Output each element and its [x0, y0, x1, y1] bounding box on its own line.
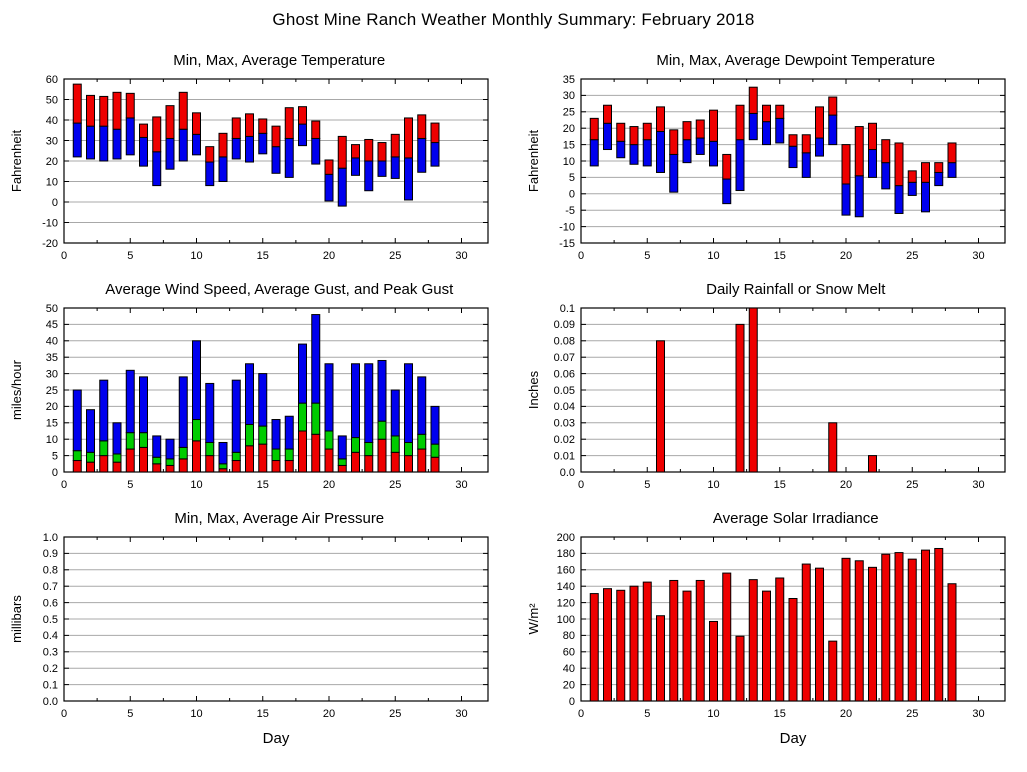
svg-text:20: 20: [839, 708, 852, 720]
svg-text:0: 0: [577, 250, 584, 262]
svg-text:10: 10: [706, 250, 720, 262]
page-title: Ghost Mine Ranch Weather Monthly Summary: February 2018: [272, 10, 755, 29]
svg-text:5: 5: [643, 479, 650, 491]
svg-text:0.04: 0.04: [553, 401, 575, 414]
svg-text:40: 40: [562, 663, 575, 675]
svg-text:0.0: 0.0: [42, 695, 58, 708]
svg-text:0.5: 0.5: [42, 613, 58, 626]
svg-text:40: 40: [45, 114, 58, 127]
svg-text:Inches: Inches: [525, 370, 541, 410]
svg-text:0.9: 0.9: [42, 548, 58, 561]
svg-text:15: 15: [773, 708, 786, 720]
svg-text:35: 35: [45, 352, 58, 364]
svg-text:0: 0: [577, 708, 584, 720]
svg-text:10: 10: [706, 708, 720, 720]
svg-text:30: 30: [45, 135, 58, 148]
svg-text:25: 25: [905, 708, 918, 720]
svg-text:0.09: 0.09: [553, 319, 575, 332]
svg-text:0.06: 0.06: [553, 368, 575, 381]
svg-text:Fahrenheit: Fahrenheit: [525, 129, 541, 193]
svg-text:60: 60: [562, 646, 575, 659]
svg-text:0.0: 0.0: [559, 466, 575, 479]
svg-text:5: 5: [568, 172, 575, 185]
svg-text:25: 25: [389, 708, 402, 720]
svg-text:0: 0: [568, 695, 575, 708]
pressure-chart-canvas: [6, 529, 499, 751]
svg-text:30: 30: [455, 708, 468, 720]
svg-text:20: 20: [562, 679, 575, 692]
svg-text:-10: -10: [42, 217, 58, 230]
pressure-chart-title: Min, Max, Average Air Pressure: [174, 510, 385, 527]
svg-text:10: 10: [45, 434, 58, 446]
svg-text:-10: -10: [558, 221, 575, 234]
svg-text:10: 10: [190, 479, 203, 491]
svg-text:120: 120: [556, 597, 575, 610]
temperature-chart-title: Min, Max, Average Temperature: [173, 52, 386, 69]
rainfall-chart-canvas: [523, 300, 1016, 496]
svg-text:0.1: 0.1: [42, 679, 58, 692]
dewpoint-chart-canvas: [523, 71, 1016, 267]
dewpoint-chart-title: Min, Max, Average Dewpoint Temperature: [656, 52, 936, 69]
temperature-chart-canvas: [6, 71, 499, 267]
svg-text:Day: Day: [779, 730, 806, 747]
svg-text:180: 180: [556, 548, 575, 561]
svg-text:25: 25: [562, 106, 575, 119]
svg-text:0: 0: [60, 708, 68, 720]
svg-text:-5: -5: [564, 205, 575, 217]
rainfall-chart-title: Daily Rainfall or Snow Melt: [706, 281, 886, 298]
svg-text:20: 20: [322, 708, 336, 720]
svg-text:0: 0: [51, 196, 58, 209]
svg-text:25: 25: [389, 479, 402, 491]
svg-text:0: 0: [577, 479, 584, 491]
svg-text:160: 160: [556, 564, 575, 577]
svg-text:0.02: 0.02: [553, 434, 575, 446]
svg-text:miles/hour: miles/hour: [9, 360, 24, 420]
svg-text:15: 15: [773, 479, 786, 491]
svg-text:10: 10: [562, 155, 575, 168]
chart-grid: [0, 48, 1027, 751]
svg-text:20: 20: [839, 250, 852, 262]
svg-text:0.2: 0.2: [42, 663, 58, 675]
solar-panel: [523, 506, 1022, 751]
svg-text:0.1: 0.1: [559, 302, 575, 315]
svg-text:40: 40: [45, 335, 58, 348]
svg-text:20: 20: [322, 479, 336, 491]
svg-text:30: 30: [562, 90, 575, 103]
svg-text:5: 5: [643, 250, 650, 262]
svg-text:25: 25: [389, 250, 402, 262]
svg-text:0.01: 0.01: [553, 450, 575, 463]
svg-text:1.0: 1.0: [42, 531, 58, 544]
svg-text:20: 20: [45, 155, 58, 168]
svg-text:0: 0: [568, 188, 575, 201]
svg-text:5: 5: [643, 708, 650, 720]
svg-text:80: 80: [562, 630, 575, 643]
svg-text:0.8: 0.8: [42, 564, 58, 577]
svg-text:0.4: 0.4: [42, 630, 58, 643]
svg-text:0: 0: [60, 250, 68, 262]
svg-text:5: 5: [127, 708, 134, 720]
svg-text:20: 20: [839, 479, 852, 491]
svg-text:5: 5: [51, 450, 58, 463]
svg-text:25: 25: [905, 250, 918, 262]
svg-text:5: 5: [127, 250, 134, 262]
dewpoint-panel: [523, 48, 1022, 267]
svg-text:30: 30: [971, 250, 985, 262]
svg-text:60: 60: [45, 73, 58, 86]
svg-text:0.3: 0.3: [42, 646, 58, 659]
svg-text:140: 140: [556, 581, 575, 593]
svg-text:30: 30: [45, 368, 58, 381]
svg-text:30: 30: [971, 708, 985, 720]
svg-text:15: 15: [45, 417, 58, 430]
svg-text:15: 15: [256, 708, 269, 720]
svg-text:0.08: 0.08: [553, 335, 575, 348]
svg-text:15: 15: [256, 250, 269, 262]
svg-text:millibars: millibars: [9, 595, 24, 643]
svg-text:30: 30: [971, 479, 985, 491]
svg-text:50: 50: [45, 94, 58, 107]
svg-text:10: 10: [45, 176, 58, 189]
svg-text:-20: -20: [42, 237, 58, 250]
svg-text:W/m²: W/m²: [525, 603, 541, 635]
svg-text:20: 20: [322, 250, 336, 262]
svg-text:-15: -15: [558, 237, 575, 250]
svg-text:100: 100: [556, 613, 575, 626]
svg-text:10: 10: [190, 250, 203, 262]
wind-panel: [6, 277, 505, 496]
svg-text:45: 45: [45, 319, 58, 332]
rainfall-panel: [523, 277, 1022, 496]
svg-text:30: 30: [455, 250, 468, 262]
svg-text:0.03: 0.03: [553, 417, 575, 430]
svg-text:0.07: 0.07: [553, 352, 575, 364]
svg-text:0.7: 0.7: [42, 581, 58, 593]
svg-text:0: 0: [51, 466, 58, 479]
pressure-panel: [6, 506, 505, 751]
svg-text:200: 200: [556, 531, 575, 544]
svg-text:35: 35: [562, 73, 575, 86]
svg-text:10: 10: [190, 708, 203, 720]
temperature-panel: [6, 48, 505, 267]
svg-text:25: 25: [45, 384, 58, 397]
svg-text:15: 15: [562, 139, 575, 152]
svg-text:Day: Day: [262, 730, 290, 747]
wind-chart-canvas: [6, 300, 499, 496]
solar-chart-canvas: [523, 529, 1016, 751]
svg-text:20: 20: [45, 401, 58, 414]
svg-text:0: 0: [60, 479, 68, 491]
svg-text:20: 20: [562, 123, 575, 135]
svg-text:25: 25: [905, 479, 918, 491]
solar-chart-title: Average Solar Irradiance: [712, 510, 879, 527]
svg-text:15: 15: [773, 250, 786, 262]
svg-text:0.05: 0.05: [553, 384, 575, 397]
svg-text:30: 30: [455, 479, 468, 491]
svg-text:15: 15: [256, 479, 269, 491]
svg-text:Fahrenheit: Fahrenheit: [9, 129, 24, 193]
wind-chart-title: Average Wind Speed, Average Gust, and Peak Gust: [105, 281, 454, 298]
svg-text:10: 10: [706, 479, 720, 491]
svg-text:5: 5: [127, 479, 134, 491]
svg-text:0.6: 0.6: [42, 597, 58, 610]
svg-text:50: 50: [45, 302, 58, 315]
